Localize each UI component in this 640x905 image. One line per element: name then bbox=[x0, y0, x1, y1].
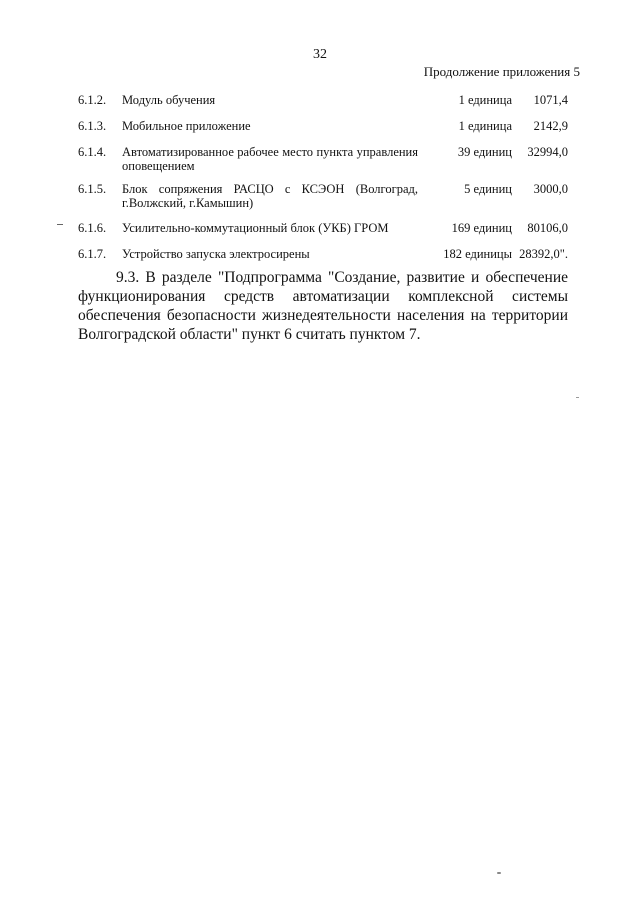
row-cost: 80106,0 bbox=[527, 221, 568, 235]
row-cost: 3000,0 bbox=[533, 182, 568, 196]
row-number: 6.1.2. bbox=[78, 93, 107, 107]
row-number: 6.1.7. bbox=[78, 247, 107, 261]
row-quantity: 5 единиц bbox=[464, 182, 512, 196]
row-quantity: 1 единица bbox=[458, 119, 512, 133]
row-name: Автоматизированное рабочее место пункта управления оповещением bbox=[122, 145, 418, 173]
row-number: 6.1.4. bbox=[78, 145, 107, 159]
row-name: Устройство запуска электросирены bbox=[122, 247, 310, 261]
row-cost: 1071,4 bbox=[533, 93, 568, 107]
row-quantity: 169 единиц bbox=[451, 221, 512, 235]
row-name: Модуль обучения bbox=[122, 93, 216, 107]
continuation-label: Продолжение приложения 5 bbox=[423, 64, 580, 79]
scan-speck bbox=[497, 872, 501, 874]
row-quantity: 182 единицы bbox=[443, 247, 512, 261]
row-name: Усилительно-коммутационный блок (УКБ) ГРОМ bbox=[122, 221, 389, 235]
row-cost: 28392,0". bbox=[519, 247, 568, 261]
row-number: 6.1.3. bbox=[78, 119, 107, 133]
row-number: 6.1.6. bbox=[78, 221, 107, 235]
margin-mark bbox=[576, 397, 579, 398]
row-number: 6.1.5. bbox=[78, 182, 107, 196]
row-quantity: 1 единица bbox=[458, 93, 512, 107]
amendment-paragraph: 9.3. В разделе "Подпрограмма "Создание, развитие и обеспечение функционирования средств автоматизации комплексной системы обеспечения безопасности жизнедеятельности населения на территории Волгоградской области" пункт 6 считать пунктом 7. bbox=[78, 269, 568, 343]
row-name: Блок сопряжения РАСЦО с КСЭОН (Волгоград, г.Волжский, г.Камышин) bbox=[122, 182, 418, 210]
margin-mark bbox=[57, 224, 63, 225]
row-name: Мобильное приложение bbox=[122, 119, 251, 133]
row-cost: 32994,0 bbox=[527, 145, 568, 159]
page-number: 32 bbox=[313, 47, 327, 62]
row-quantity: 39 единиц bbox=[457, 145, 512, 159]
row-cost: 2142,9 bbox=[533, 119, 568, 133]
